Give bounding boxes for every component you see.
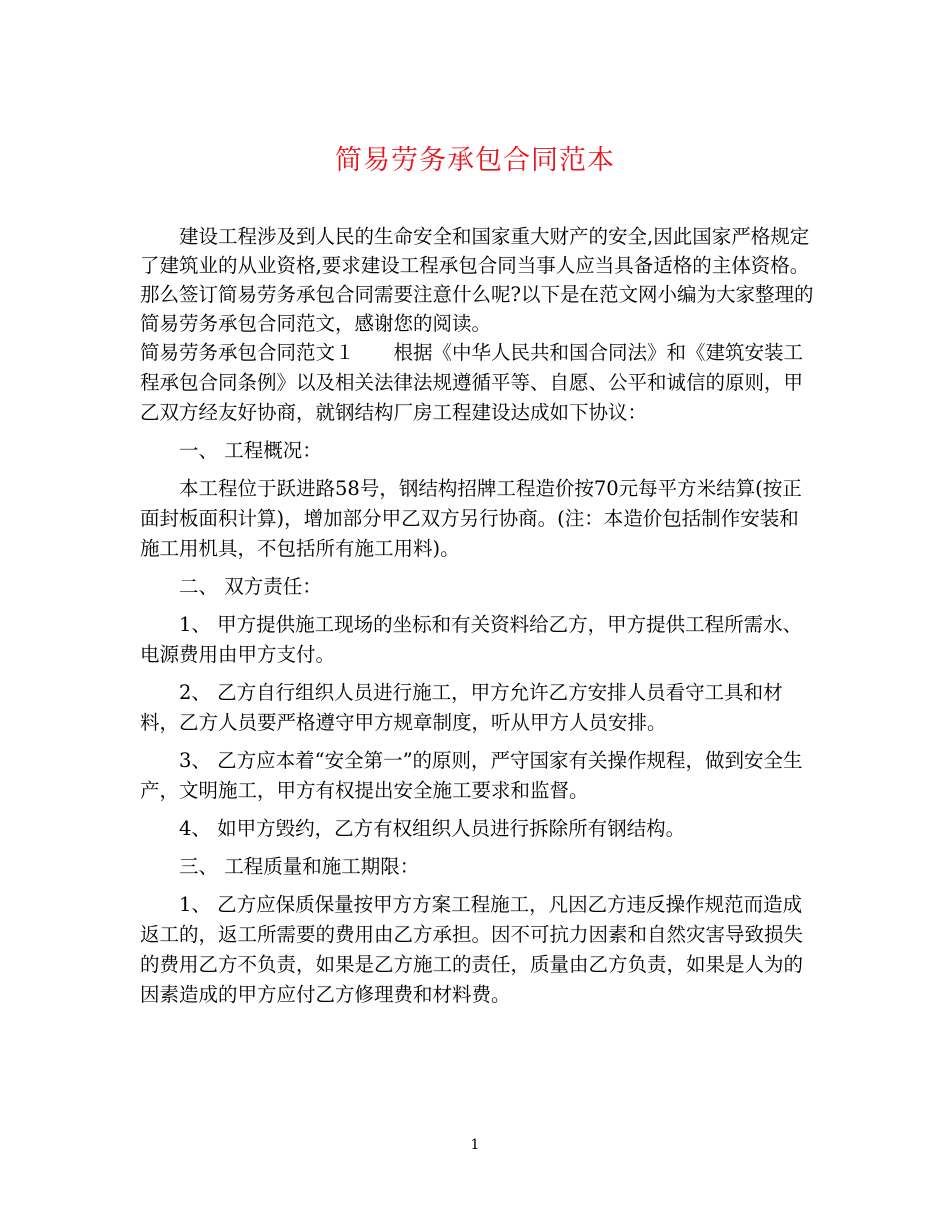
paragraph-responsibility-4: 4、 如甲方毁约，乙方有权组织人员进行拆除所有钢结构。: [179, 817, 686, 840]
paragraph-quality-1: 1、 乙方应保质保量按甲方方案工程施工，凡因乙方违反操作规范而造成返工的，返工所需要的费用由乙方承担。因不可抗力因素和自然灾害导致损失的费用乙方不负责，如果是乙方施工的责任，质量由乙方负责，如果是人为的因素造成的甲方应付乙方修理费和材料费。: [140, 893, 804, 1006]
heading-quality-and-schedule: 三、 工程质量和施工期限：: [179, 855, 420, 878]
page-number: 1: [470, 1137, 480, 1153]
paragraph-responsibility-1: 1、 甲方提供施工现场的坐标和有关资料给乙方，甲方提供工程所需水、电源费用由甲方支付。: [140, 613, 803, 666]
paragraph-responsibility-2: 2、 乙方自行组织人员进行施工，甲方允许乙方安排人员看守工具和材料，乙方人员要严格遵守甲方规章制度，听从甲方人员安排。: [140, 681, 783, 734]
paragraph-intro: 建设工程涉及到人民的生命安全和国家重大财产的安全,因此国家严格规定了建筑业的从业资格,要求建设工程承包合同当事人应当具备适格的主体资格。那么签订简易劳务承包合同需要注意什么呢?以下是在范文网小编为大家整理的简易劳务承包合同范文，感谢您的阅读。: [140, 225, 814, 335]
heading-responsibilities: 二、 双方责任：: [179, 575, 322, 598]
document-title: 简易劳务承包合同范本: [335, 145, 615, 176]
heading-project-overview: 一、 工程概况：: [179, 439, 322, 462]
document-body: [140, 222, 816, 1010]
paragraph-project-overview: 本工程位于跃进路58号，钢结构招牌工程造价按70元每平方米结算(按正面封板面积计算)，增加部分甲乙双方另行协商。(注：本造价包括制作安装和施工用机具，不包括所有施工用料)。: [140, 477, 802, 560]
paragraph-responsibility-3: 3、 乙方应本着“安全第一”的原则，严守国家有关操作规程，做到安全生产，文明施工，甲方有权提出安全施工要求和监督。: [140, 749, 803, 802]
paragraph-contract-preamble: 简易劳务承包合同范文１ 根据《中华人民共和国合同法》和《建筑安装工程承包合同条例》以及相关法律法规遵循平等、自愿、公平和诚信的原则，甲乙双方经友好协商，就钢结构厂房工程建设达成如下协议：: [140, 341, 804, 424]
